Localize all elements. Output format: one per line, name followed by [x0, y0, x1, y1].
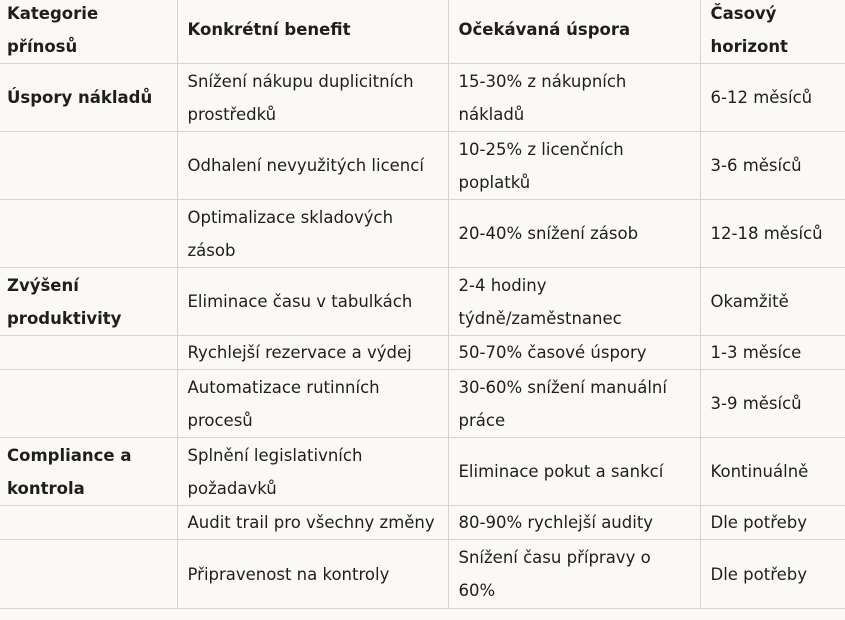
category-cell: Zvýšení produktivity [0, 268, 177, 336]
table-row [0, 64, 845, 132]
horizon-cell: Dle potřeby [700, 540, 845, 609]
category-cell [0, 336, 177, 370]
benefit-cell: Audit trail pro všechny změny [177, 506, 448, 540]
header-benefit: Konkrétní benefit [177, 0, 448, 64]
table-row [0, 132, 845, 200]
benefit-cell: Eliminace času v tabulkách [177, 268, 448, 336]
category-cell [0, 132, 177, 200]
benefit-cell: Optimalizace skladových zásob [177, 200, 448, 268]
header-horizon: Časový horizont [700, 0, 845, 64]
saving-cell: 15-30% z nákupních nákladů [448, 64, 700, 132]
saving-cell: Eliminace pokut a sankcí [448, 438, 700, 506]
category-cell: Compliance a kontrola [0, 438, 177, 506]
benefit-cell: Připravenost na kontroly [177, 540, 448, 609]
saving-cell: 20-40% snížení zásob [448, 200, 700, 268]
horizon-cell: 3-6 měsíců [700, 132, 845, 200]
saving-cell: 10-25% z licenčních poplatků [448, 132, 700, 200]
horizon-cell: Okamžitě [700, 268, 845, 336]
table-row [0, 268, 845, 336]
saving-cell: 2-4 hodiny týdně/zaměstnanec [448, 268, 700, 336]
category-cell [0, 506, 177, 540]
table-row [0, 370, 845, 438]
saving-cell: Snížení času přípravy o 60% [448, 540, 700, 609]
table-header-row [0, 0, 845, 64]
table-row [0, 200, 845, 268]
benefit-cell: Automatizace rutinních procesů [177, 370, 448, 438]
benefit-cell: Splnění legislativních požadavků [177, 438, 448, 506]
table-row [0, 438, 845, 506]
horizon-cell: 3-9 měsíců [700, 370, 845, 438]
horizon-cell: 1-3 měsíce [700, 336, 845, 370]
horizon-cell: 12-18 měsíců [700, 200, 845, 268]
header-category: Kategorie přínosů [0, 0, 177, 64]
horizon-cell: Kontinuálně [700, 438, 845, 506]
table-row [0, 506, 845, 540]
benefit-cell: Odhalení nevyužitých licencí [177, 132, 448, 200]
table-row [0, 540, 845, 609]
horizon-cell: 6-12 měsíců [700, 64, 845, 132]
category-cell [0, 200, 177, 268]
table-row [0, 336, 845, 370]
benefit-cell: Snížení nákupu duplicitních prostředků [177, 64, 448, 132]
saving-cell: 30-60% snížení manuální práce [448, 370, 700, 438]
saving-cell: 80-90% rychlejší audity [448, 506, 700, 540]
category-cell [0, 370, 177, 438]
header-saving: Očekávaná úspora [448, 0, 700, 64]
category-cell: Úspory nákladů [0, 64, 177, 132]
benefit-cell: Rychlejší rezervace a výdej [177, 336, 448, 370]
horizon-cell: Dle potřeby [700, 506, 845, 540]
category-cell [0, 540, 177, 609]
saving-cell: 50-70% časové úspory [448, 336, 700, 370]
